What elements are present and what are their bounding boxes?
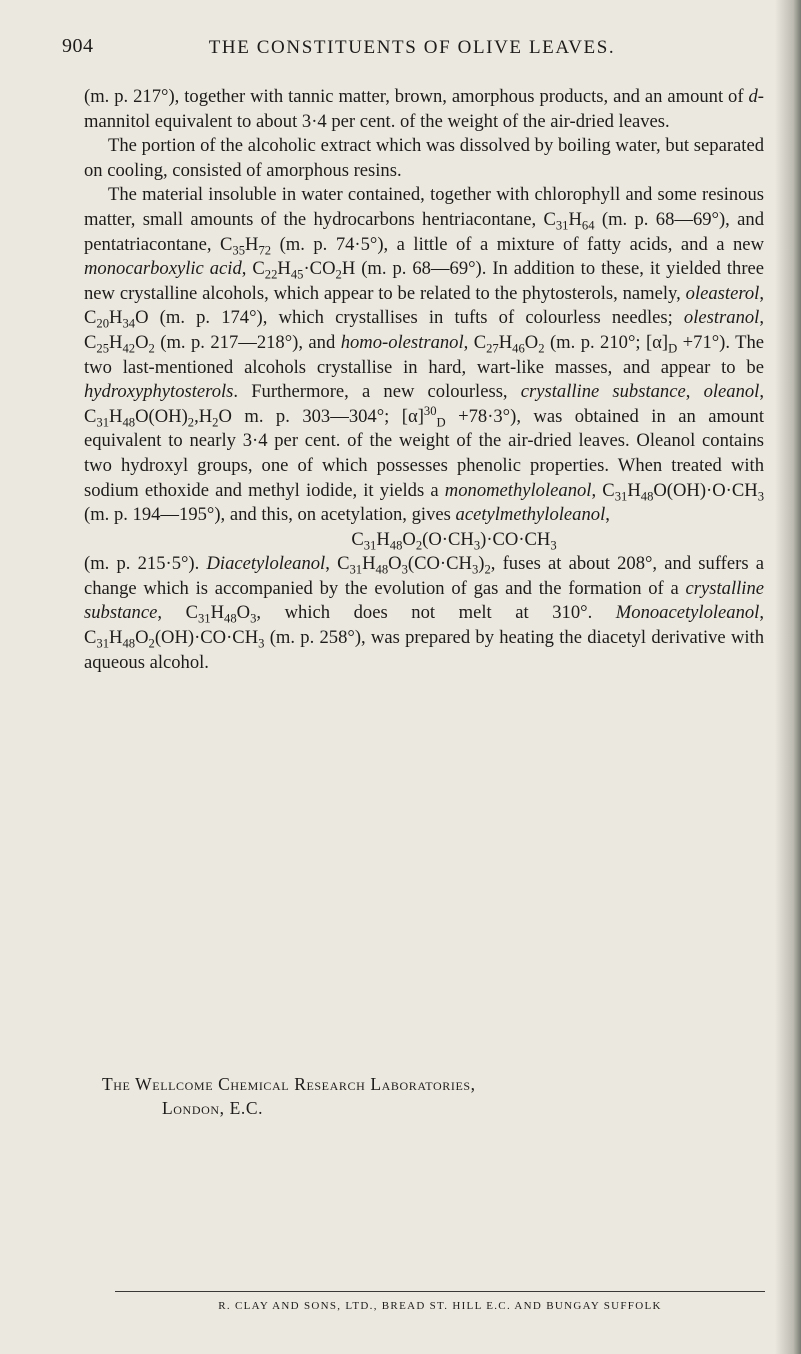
paragraph-3: The material insoluble in water contained, together with chlorophyll and some resinous matter, small amounts of the hydrocarbons hentriacontane, $C_{31}H_{64}$ (m. p. 68—69°), and pentatriacontane, $C_{35}H_{72}$ (m. p. 74·5°), a little of a mixture of fatty acids, and a new monocarboxylic acid, $C_{22}H_{45}\cdot CO_2H$ (m. p. 68—69°). In addition to these, it yielded three new crystalline alcohols, which appear to be related to the phytosterols, namely, oleasterol, $C_{20}H_{34}O$ (m. p. 174°), which crystallises in tufts of colourless needles; olestranol, $C_{25}H_{42}O_2$ (m. p. 217—218°), and homo-olestranol, $C_{27}H_{46}O_2$ (m. p. 210°; $[\alpha]_D +71^\circ$). The two last-mentioned alcohols crystallise in hard, wart-like masses, and appear to be hydroxyphytosterols. Furthermore, a new colourless, crystalline substance, oleanol, $C_{31}H_{48}O(OH)_2,H_2O$ m. p. 303—304°; $[\alpha]^{30}_D +78\cdot 3^\circ$), was obtained in an amount equivalent to nearly 3·4 per cent. of the weight of the air-dried leaves. Oleanol contains two hydroxyl groups, one of which possesses phenolic properties. When treated with sodium ethoxide and methyl iodide, it yields a monomethyloleanol, $C_{31}H_{48}O(OH)\cdot O\cdot CH_3$ (m. p. 194—195°), and this, on acetylation, gives acetylmethyloleanol, [84,184,765,526]
body-text [84,85,764,675]
printer-imprint: R. CLAY AND SONS, LTD., BREAD ST. HILL E.C. AND BUNGAY SUFFOLK [218,1300,662,1312]
affiliation-line-1: The Wellcome Chemical Research Laboratories, [102,1074,476,1094]
paragraph-1: (m. p. 217°), together with tannic matter, brown, amorphous products, and an amount of d-mannitol equivalent to about 3·4 per cent. of the weight of the air-dried leaves. [84,86,764,132]
paragraph-4: (m. p. 215·5°). Diacetyloleanol, $C_{31}H_{48}O_3(CO\cdot CH_3)_2$, fuses at about 208°, and suffers a change which is accompanied by the evolution of gas and the formation of a crystalline substance, $C_{31}H_{48}O_3$, which does not melt at 310°. Monoacetyloleanol, $C_{31}H_{48}O_2(OH)\cdot CO\cdot CH_3$ (m. p. 258°), was prepared by heating the diacetyl derivative with aqueous alcohol. [84,553,764,673]
page-header [62,35,762,65]
affiliation [102,1072,476,1120]
affiliation-line-2: London, E.C. [162,1098,264,1118]
page-edge-shadow [775,0,801,1354]
paragraph-2: The portion of the alcoholic extract which was dissolved by boiling water, but separated on cooling, consisted of amorphous resins. [84,135,764,181]
formula-acetylmethyloleanol: $C_{31}H_{48}O_2(O\cdot CH_3)\cdot CO\cdot CH_3$ [351,528,557,553]
running-title: THE CONSTITUENTS OF OLIVE LEAVES. [208,37,616,58]
page-number: 904 [62,35,94,57]
footer-rule [115,1291,765,1292]
